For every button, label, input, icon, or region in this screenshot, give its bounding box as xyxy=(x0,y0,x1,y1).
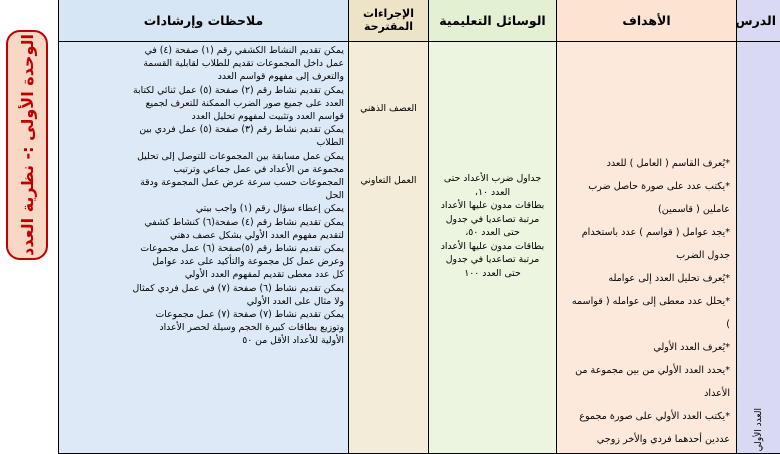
media-list xyxy=(433,172,552,280)
goal-item: *يحدد العدد الأولي من بين مجموعة من xyxy=(561,359,730,382)
goal-item: *يُعرف تحليل العدد إلى عوامله xyxy=(561,267,730,290)
header-notes: ملاحظات وإرشادات xyxy=(59,0,349,42)
unit-label-box xyxy=(6,30,48,260)
header-lesson: الدرس xyxy=(737,0,780,42)
lesson-name: العدد الأولي xyxy=(752,408,766,451)
media-item: العدد ١٠، xyxy=(433,186,552,200)
strategy-cooperative: العمل التعاوني xyxy=(353,174,424,188)
header-strategies xyxy=(349,0,429,42)
goal-item: عددين أحدهما فردي والأخر زوجي xyxy=(561,428,730,451)
note-item: كل عدد معطى تقديم لمفهوم العدد الأولي xyxy=(63,268,344,281)
note-item: الأولية للأعداد الأقل من ٥٠ xyxy=(63,334,344,347)
table-row xyxy=(59,42,780,454)
media-item: بطاقات مدون عليها الأعداد xyxy=(433,199,552,213)
note-item: مجموعة من الأعداد في عمل جماعي وترتيب xyxy=(63,163,344,176)
goal-item: ) xyxy=(561,313,730,336)
note-item: العدد على جميع صور الضرب الممكنة للتعرف لجميع xyxy=(63,97,344,110)
header-media: الوسائل التعليمية xyxy=(429,0,557,42)
strategy-brainstorming: العصف الذهني xyxy=(353,102,424,116)
note-item: المجموعات حسب سرعة عرض عمل المجموعة ودقة xyxy=(63,176,344,189)
note-item: يمكن تقديم نشاط رقم (٥)صفحة (٦) عمل مجموعات xyxy=(63,242,344,255)
note-item: يمكن تقديم نشاط (٦) صفحة (٧) في عمل فردي كمثال xyxy=(63,282,344,295)
goal-item: *يُعرف القاسم ( العامل ) للعدد xyxy=(561,152,730,175)
note-item: الحل xyxy=(63,189,344,202)
note-item: يمكن تقديم نشاط (٧) صفحة (٧) عمل مجموعات xyxy=(63,308,344,321)
note-item: يمكن عمل مسابقة بين المجموعات للتوصل إلى تحليل xyxy=(63,150,344,163)
goal-item: *يكتب العدد الأولي على صورة مجموع xyxy=(561,405,730,428)
goals-list xyxy=(561,152,732,451)
note-item: لتقديم مفهوم العدد الأولي بشكل عصف دهني xyxy=(63,229,344,242)
media-item: مرتبة تصاعديا في جدول xyxy=(433,213,552,227)
note-item: يمكن تقديم نشاط رقم (٢) صفحة (٥) عمل ثنائي لكتابة xyxy=(63,84,344,97)
media-item: بطاقات مدون عليها الأعداد xyxy=(433,240,552,254)
media-item: مرتبة تصاعديا في جدول xyxy=(433,253,552,267)
note-item: يمكن تقديم نشاط رقم (٤) صفحة(٦) كنشاط كشفي xyxy=(63,216,344,229)
note-item: يمكن تقديم نشاط رقم (٣) صفحة (٥) عمل فردي بين xyxy=(63,123,344,136)
goal-item: *يحلل عدد معطى إلى عوامله ( قواسمه xyxy=(561,290,730,313)
goal-item: عاملين ( قاسمين) xyxy=(561,198,730,221)
note-item: يمكن تقديم النشاط الكشفي رقم (١) صفحة (٤) في xyxy=(63,44,344,57)
notes-cell xyxy=(59,42,349,454)
lesson-plan-table xyxy=(58,0,780,454)
media-item: حتى العدد ٥٠، xyxy=(433,226,552,240)
goal-item: *يُعرف العدد الأولي xyxy=(561,336,730,359)
media-cell xyxy=(429,42,557,454)
lesson-cell xyxy=(737,42,780,454)
note-item: وتوزيع بطاقات كبيرة الحجم وسيلة لحصر الأعداد xyxy=(63,321,344,334)
note-item: عمل داخل المجموعات تقديم للطلاب لقابلية القسمة xyxy=(63,57,344,70)
notes-list xyxy=(63,44,344,348)
note-item: وعرض عمل كل مجموعة والتأكيد على عدد عوامل xyxy=(63,255,344,268)
goal-item: *يجد عوامل ( قواسم ) عدد باستخدام xyxy=(561,221,730,244)
note-item: الطلاب xyxy=(63,136,344,149)
table-header-row xyxy=(59,0,780,42)
note-item: ولا مثال على العدد الأولي xyxy=(63,295,344,308)
goal-item: الأعداد xyxy=(561,382,730,405)
media-item: جداول ضرب الأعداد حتى xyxy=(433,172,552,186)
goals-cell xyxy=(557,42,737,454)
note-item: يمكن إعطاء سؤال رقم (١) واجب بيتي xyxy=(63,202,344,215)
media-item: حتى العدد ١٠٠ xyxy=(433,267,552,281)
goal-item: *يكتب عدد على صورة حاصل ضرب xyxy=(561,175,730,198)
strategies-cell xyxy=(349,42,429,454)
header-goals: الأهداف xyxy=(557,0,737,42)
note-item: قواسم العدد وتثبيت لمفهوم تحليل العدد xyxy=(63,110,344,123)
note-item: والتعرف إلى مفهوم قواسم العدد xyxy=(63,70,344,83)
unit-label: الوحدة الأولى :- نظرية العدد xyxy=(18,34,37,256)
goal-item: جدول الضرب xyxy=(561,244,730,267)
header-strategies-text: الإجراءات المقترحة xyxy=(363,7,414,33)
